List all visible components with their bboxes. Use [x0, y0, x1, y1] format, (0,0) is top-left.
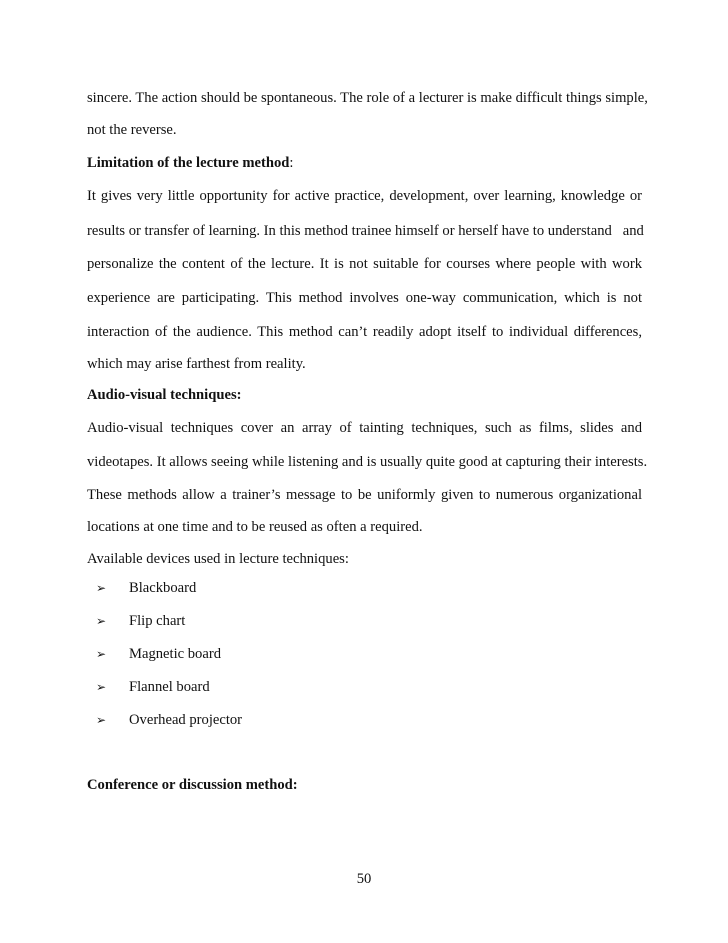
paragraph-line: videotapes. It allows seeing while listening and is usually quite good at capturing their interests.: [87, 454, 648, 470]
list-item: [96, 579, 196, 597]
list-item: [96, 612, 185, 630]
heading-text: Limitation of the lecture method: [87, 155, 290, 171]
list-item-label: Blackboard: [129, 580, 197, 596]
paragraph-line: locations at one time and to be reused as often a required.: [87, 519, 423, 535]
list-item-label: Flip chart: [129, 613, 186, 629]
paragraph-line: It gives very little opportunity for active practice, development, over learning, knowledge or: [87, 188, 642, 204]
paragraph-line: interaction of the audience. This method can’t readily adopt itself to individual differences,: [87, 324, 642, 340]
arrowhead-bullet-icon: ➢: [96, 713, 107, 727]
paragraph-line: not the reverse.: [87, 122, 177, 138]
page-number: 50: [356, 871, 372, 887]
paragraph-line: results or transfer of learning. In this method trainee himself or herself have to understand and: [87, 223, 644, 239]
section-heading-audio-visual: Audio-visual techniques:: [87, 387, 242, 403]
paragraph-line: personalize the content of the lecture. It is not suitable for courses where people with work: [87, 256, 642, 272]
arrowhead-bullet-icon: ➢: [96, 647, 107, 661]
list-item: [96, 645, 221, 663]
arrowhead-bullet-icon: ➢: [96, 581, 107, 595]
paragraph-line: experience are participating. This method involves one-way communication, which is not: [87, 290, 642, 306]
list-item: [96, 678, 210, 696]
list-item-label: Overhead projector: [129, 712, 243, 728]
section-heading-conference: Conference or discussion method:: [87, 777, 298, 793]
arrowhead-bullet-icon: ➢: [96, 614, 107, 628]
paragraph-line: These methods allow a trainer’s message to be uniformly given to numerous organizational: [87, 487, 642, 503]
section-heading-limitation: [87, 154, 642, 172]
devices-intro: Available devices used in lecture techniques:: [87, 551, 349, 567]
paragraph-line: which may arise farthest from reality.: [87, 356, 306, 372]
list-item-label: Magnetic board: [129, 646, 221, 662]
paragraph-line: Audio-visual techniques cover an array of tainting techniques, such as films, slides and: [87, 420, 642, 436]
list-item-label: Flannel board: [129, 679, 210, 695]
list-item: [96, 711, 242, 729]
paragraph-line: sincere. The action should be spontaneous. The role of a lecturer is make difficult things simple,: [87, 90, 648, 106]
heading-colon: :: [289, 155, 294, 171]
arrowhead-bullet-icon: ➢: [96, 680, 107, 694]
